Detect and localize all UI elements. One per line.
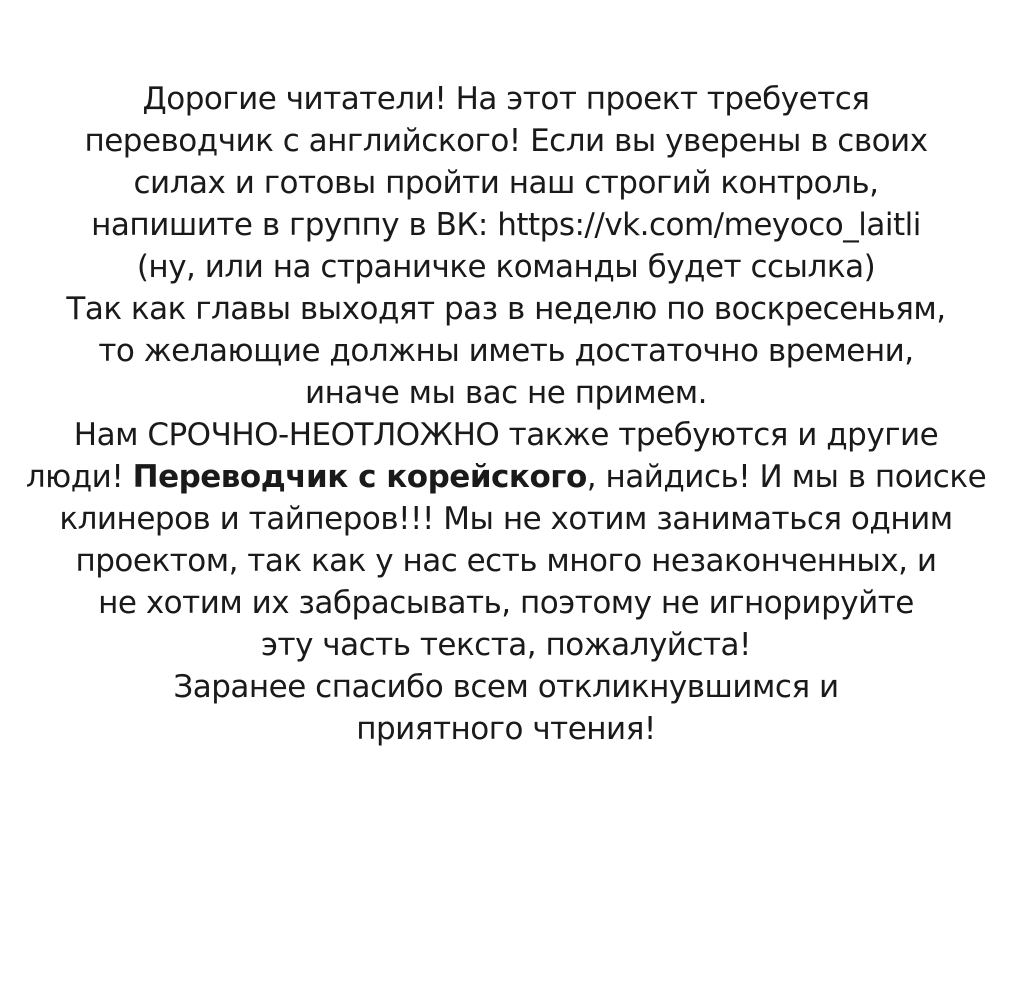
notice-line-mixed [20,456,992,498]
notice-line: то желающие должны иметь достаточно времени, [98,333,914,369]
notice-line: иначе мы вас не примем. [304,375,708,411]
notice-fragment: , найдись! И мы в поиске [586,459,987,495]
notice-line: (ну, или на страничке команды будет ссылка) [136,249,876,285]
notice-line: эту часть текста, пожалуйста! [261,627,751,663]
notice-line: Заранее спасибо всем откликнувшимся и [173,669,839,705]
notice-fragment: люди! [25,459,133,495]
notice-line: клинеров и тайперов!!! Мы не хотим заниматься одним [59,501,953,537]
notice-line: Дорогие читатели! На этот проект требуется [142,81,870,117]
notice-line: силах и готовы пройти наш строгий контроль, [133,165,879,201]
notice-line: переводчик с английского! Если вы уверены в своих [84,123,928,159]
notice-line: приятного чтения! [356,711,656,747]
notice-line: не хотим их забрасывать, поэтому не игнорируйте [98,585,914,621]
notice-line: Нам СРОЧНО-НЕОТЛОЖНО также требуются и другие [73,417,939,453]
notice-line: проектом, так как у нас есть много незаконченных, и [75,543,937,579]
notice-line: напишите в группу в ВК: https://vk.com/meyoco_laitli [91,207,921,243]
notice-line: Так как главы выходят раз в неделю по воскресеньям, [66,291,946,327]
notice-text [20,78,992,750]
notice-emphasis: Переводчик с корейского [132,459,587,495]
